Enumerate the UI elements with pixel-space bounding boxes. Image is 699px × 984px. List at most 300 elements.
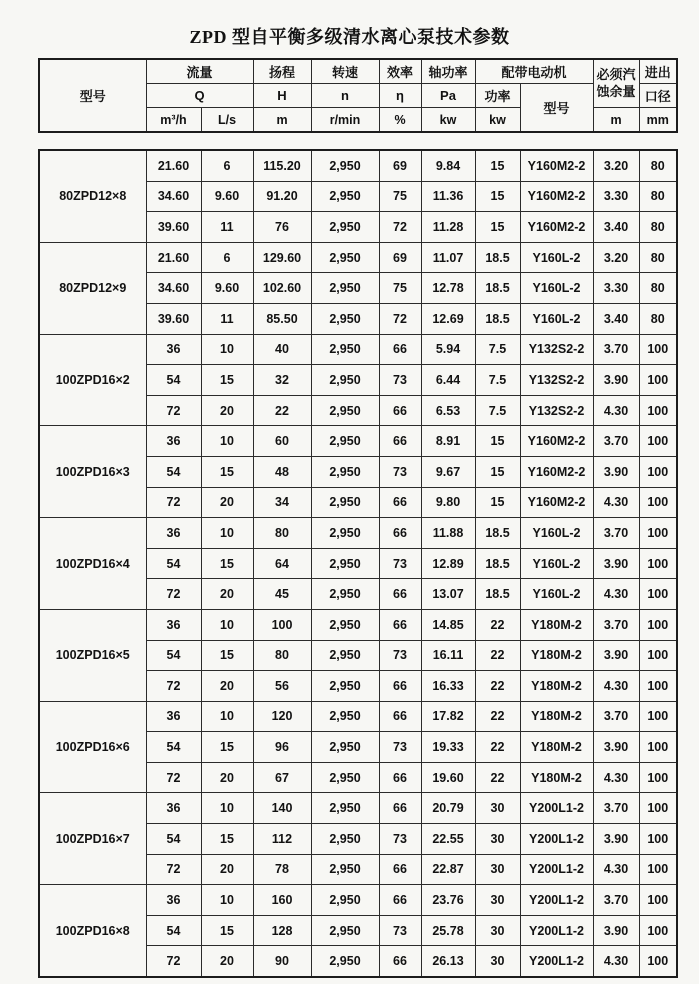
spec-value-cell: 2,950 [311,793,379,824]
spec-value-cell: 9.84 [421,150,475,181]
spec-value-cell: 20 [201,671,253,702]
spec-value-cell: 34.60 [146,273,201,304]
efficiency-symbol: η [379,84,421,108]
spec-value-cell: 80 [639,242,677,273]
spec-value-cell: 2,950 [311,579,379,610]
spec-value-cell: 3.90 [593,640,639,671]
spec-value-cell: 72 [146,487,201,518]
spec-value-cell: 3.40 [593,212,639,243]
spec-value-cell: 100 [639,854,677,885]
spec-value-cell: 73 [379,640,421,671]
spec-value-cell: 10 [201,701,253,732]
spec-value-cell: 90 [253,946,311,977]
spec-row [39,334,677,365]
spec-value-cell: Y132S2-2 [520,334,593,365]
spec-value-cell: 15 [201,548,253,579]
spec-value-cell: 100 [253,609,311,640]
pump-model-cell: 80ZPD12×8 [39,150,146,242]
spec-value-cell: 73 [379,915,421,946]
spec-value-cell: 100 [639,579,677,610]
spec-value-cell: 73 [379,456,421,487]
spec-value-cell: 3.20 [593,242,639,273]
pump-model-cell: 100ZPD16×2 [39,334,146,426]
spec-value-cell: 66 [379,701,421,732]
spec-value-cell: 54 [146,548,201,579]
spec-value-cell: 80 [253,640,311,671]
spec-value-cell: 72 [146,579,201,610]
spec-value-cell: 2,950 [311,487,379,518]
spec-value-cell: 140 [253,793,311,824]
spec-value-cell: 3.90 [593,732,639,763]
spec-value-cell: 2,950 [311,640,379,671]
spec-value-cell: Y180M-2 [520,732,593,763]
spec-value-cell: Y132S2-2 [520,395,593,426]
spec-value-cell: 36 [146,885,201,916]
spec-value-cell: 2,950 [311,762,379,793]
spec-value-cell: 12.89 [421,548,475,579]
spec-value-cell: 22 [475,609,520,640]
spec-value-cell: 13.07 [421,579,475,610]
spec-value-cell: 66 [379,579,421,610]
spec-value-cell: 2,950 [311,426,379,457]
spec-value-cell: 15 [475,456,520,487]
spec-value-cell: 66 [379,487,421,518]
motor-model-header: 型号 [520,84,593,133]
page-title: ZPD 型自平衡多级清水离心泵技术参数 [189,27,510,47]
col-flow-header: 流量 [146,59,253,84]
spec-value-cell: 73 [379,732,421,763]
spec-value-cell: 2,950 [311,732,379,763]
spec-value-cell: 2,950 [311,548,379,579]
spec-value-cell: 2,950 [311,456,379,487]
spec-value-cell: 54 [146,824,201,855]
spec-value-cell: 100 [639,671,677,702]
spec-value-cell: 19.33 [421,732,475,763]
spec-value-cell: 17.82 [421,701,475,732]
spec-value-cell: 4.30 [593,762,639,793]
spec-value-cell: Y200L1-2 [520,824,593,855]
spec-value-cell: 10 [201,518,253,549]
spec-value-cell: 16.33 [421,671,475,702]
shaft-power-unit: kw [421,108,475,133]
spec-value-cell: Y180M-2 [520,671,593,702]
spec-value-cell: 100 [639,701,677,732]
spec-value-cell: 2,950 [311,518,379,549]
spec-value-cell: 20.79 [421,793,475,824]
spec-value-cell: 75 [379,181,421,212]
spec-value-cell: 3.30 [593,273,639,304]
spec-value-cell: 4.30 [593,946,639,977]
spec-value-cell: 12.69 [421,303,475,334]
spec-row [39,793,677,824]
pump-model-cell: 100ZPD16×3 [39,426,146,518]
spec-value-cell: Y200L1-2 [520,915,593,946]
spec-row [39,885,677,916]
spec-value-cell: Y200L1-2 [520,793,593,824]
spec-value-cell: 128 [253,915,311,946]
spec-value-cell: 4.30 [593,579,639,610]
efficiency-unit: % [379,108,421,133]
spec-value-cell: 72 [146,854,201,885]
spec-value-cell: 36 [146,426,201,457]
spec-value-cell: 75 [379,273,421,304]
spec-value-cell: 15 [475,150,520,181]
spec-value-cell: 4.30 [593,395,639,426]
spec-row [39,242,677,273]
spec-value-cell: 54 [146,456,201,487]
spec-value-cell: 36 [146,518,201,549]
spec-value-cell: 80 [253,518,311,549]
spec-value-cell: Y180M-2 [520,640,593,671]
spec-value-cell: 11.28 [421,212,475,243]
spec-value-cell: Y132S2-2 [520,365,593,396]
spec-value-cell: 100 [639,732,677,763]
spec-value-cell: 16.11 [421,640,475,671]
spec-value-cell: 100 [639,334,677,365]
spec-value-cell: 100 [639,793,677,824]
spec-value-cell: 36 [146,334,201,365]
spec-value-cell: 8.91 [421,426,475,457]
spec-value-cell: 100 [639,395,677,426]
spec-value-cell: 39.60 [146,303,201,334]
spec-value-cell: 2,950 [311,150,379,181]
spec-value-cell: Y180M-2 [520,762,593,793]
spec-value-cell: 10 [201,885,253,916]
spec-value-cell: 100 [639,640,677,671]
spec-value-cell: 32 [253,365,311,396]
spec-value-cell: 22.87 [421,854,475,885]
spec-value-cell: 30 [475,915,520,946]
spec-value-cell: 11 [201,303,253,334]
spec-value-cell: 2,950 [311,915,379,946]
header-row-1 [39,59,677,84]
spec-value-cell: 2,950 [311,824,379,855]
data-table [38,149,678,978]
col-speed-header: 转速 [311,59,379,84]
spec-value-cell: 100 [639,824,677,855]
spec-value-cell: 54 [146,915,201,946]
spec-value-cell: 100 [639,885,677,916]
spec-value-cell: 3.90 [593,456,639,487]
spec-value-cell: 66 [379,671,421,702]
spec-value-cell: 9.80 [421,487,475,518]
spec-value-cell: 18.5 [475,273,520,304]
spec-value-cell: 100 [639,762,677,793]
flow-unit-ls: L/s [201,108,253,133]
spec-value-cell: 20 [201,395,253,426]
spec-value-cell: 66 [379,946,421,977]
spec-value-cell: 6 [201,150,253,181]
spec-value-cell: 100 [639,518,677,549]
spec-value-cell: 6.44 [421,365,475,396]
spec-value-cell: 10 [201,609,253,640]
col-head-header: 扬程 [253,59,311,84]
spec-value-cell: 36 [146,701,201,732]
col-motor-group-header: 配带电动机 [475,59,593,84]
spec-value-cell: 45 [253,579,311,610]
spec-value-cell: 15 [201,640,253,671]
spec-value-cell: 22 [253,395,311,426]
port-unit: mm [639,108,677,133]
npsh-label-line2: 蚀余量 [596,83,636,99]
spec-value-cell: 129.60 [253,242,311,273]
spec-value-cell: 2,950 [311,395,379,426]
spec-value-cell: 54 [146,732,201,763]
spec-value-cell: Y160M2-2 [520,212,593,243]
spec-value-cell: 18.5 [475,518,520,549]
spec-value-cell: 112 [253,824,311,855]
col-npsh-header [593,59,639,108]
spec-value-cell: 22 [475,762,520,793]
spec-value-cell: 4.30 [593,854,639,885]
pump-model-cell: 100ZPD16×4 [39,518,146,610]
spec-value-cell: 69 [379,242,421,273]
speed-unit: r/min [311,108,379,133]
spec-value-cell: 30 [475,946,520,977]
spec-value-cell: 9.67 [421,456,475,487]
spec-value-cell: 9.60 [201,181,253,212]
spec-value-cell: 66 [379,885,421,916]
spec-value-cell: 22 [475,732,520,763]
spec-value-cell: 3.70 [593,334,639,365]
spec-value-cell: 2,950 [311,671,379,702]
spec-value-cell: Y200L1-2 [520,885,593,916]
spec-value-cell: 66 [379,395,421,426]
spec-value-cell: 18.5 [475,548,520,579]
spec-value-cell: Y160L-2 [520,303,593,334]
spec-value-cell: 100 [639,365,677,396]
spec-value-cell: 2,950 [311,365,379,396]
spec-value-cell: 14.85 [421,609,475,640]
spec-value-cell: 21.60 [146,150,201,181]
spec-value-cell: 2,950 [311,701,379,732]
spec-value-cell: Y160M2-2 [520,426,593,457]
spec-value-cell: 73 [379,365,421,396]
spec-value-cell: 66 [379,609,421,640]
spec-value-cell: 25.78 [421,915,475,946]
npsh-unit: m [593,108,639,133]
shaft-power-symbol: Pa [421,84,475,108]
spec-value-cell: 56 [253,671,311,702]
spec-value-cell: 30 [475,824,520,855]
spec-value-cell: 15 [201,824,253,855]
spec-value-cell: 72 [379,303,421,334]
spec-value-cell: Y160L-2 [520,579,593,610]
spec-value-cell: 80 [639,212,677,243]
spec-value-cell: 2,950 [311,242,379,273]
spec-value-cell: 3.70 [593,518,639,549]
spec-value-cell: 73 [379,548,421,579]
spec-value-cell: Y160L-2 [520,548,593,579]
spec-value-cell: 7.5 [475,395,520,426]
spec-value-cell: 72 [146,946,201,977]
spec-value-cell: 100 [639,548,677,579]
flow-symbol: Q [146,84,253,108]
spec-value-cell: 72 [146,671,201,702]
spec-value-cell: 18.5 [475,579,520,610]
pump-model-cell: 100ZPD16×7 [39,793,146,885]
spec-value-cell: 23.76 [421,885,475,916]
spec-value-cell: 20 [201,854,253,885]
motor-power-header: 功率 [475,84,520,108]
head-unit: m [253,108,311,133]
spec-value-cell: 15 [201,456,253,487]
spec-value-cell: 100 [639,915,677,946]
spec-value-cell: 18.5 [475,303,520,334]
spec-value-cell: 67 [253,762,311,793]
spec-value-cell: 3.90 [593,824,639,855]
spec-value-cell: 36 [146,793,201,824]
spec-value-cell: 4.30 [593,671,639,702]
spec-value-cell: Y200L1-2 [520,854,593,885]
pump-model-cell: 100ZPD16×6 [39,701,146,793]
spec-value-cell: 69 [379,150,421,181]
spec-value-cell: 34 [253,487,311,518]
spec-value-cell: 5.94 [421,334,475,365]
spec-value-cell: Y160L-2 [520,273,593,304]
spec-value-cell: 100 [639,456,677,487]
spec-value-cell: 96 [253,732,311,763]
spec-value-cell: 3.70 [593,426,639,457]
spec-value-cell: 2,950 [311,885,379,916]
spec-value-cell: 76 [253,212,311,243]
spec-value-cell: 20 [201,579,253,610]
spec-value-cell: 12.78 [421,273,475,304]
spec-value-cell: 66 [379,854,421,885]
spec-value-cell: 20 [201,487,253,518]
spec-value-cell: 15 [475,487,520,518]
spec-value-cell: 160 [253,885,311,916]
spec-value-cell: 2,950 [311,334,379,365]
spec-row [39,150,677,181]
pump-model-cell: 100ZPD16×8 [39,885,146,977]
spec-value-cell: 3.70 [593,701,639,732]
spec-value-cell: 54 [146,640,201,671]
spec-row [39,701,677,732]
spec-value-cell: 22 [475,671,520,702]
spec-value-cell: 30 [475,885,520,916]
spec-value-cell: 60 [253,426,311,457]
spec-value-cell: 26.13 [421,946,475,977]
spec-value-cell: 9.60 [201,273,253,304]
spec-value-cell: 21.60 [146,242,201,273]
spec-value-cell: 22 [475,701,520,732]
spec-value-cell: Y160M2-2 [520,456,593,487]
spec-value-cell: Y180M-2 [520,701,593,732]
col-port-header-line1: 进出 [639,59,677,84]
spec-value-cell: 3.70 [593,609,639,640]
spec-value-cell: 3.30 [593,181,639,212]
col-shaft-power-header: 轴功率 [421,59,475,84]
spec-value-cell: 11.07 [421,242,475,273]
head-symbol: H [253,84,311,108]
spec-value-cell: 2,950 [311,273,379,304]
spec-value-cell: 66 [379,518,421,549]
spec-value-cell: 2,950 [311,946,379,977]
spec-value-cell: 80 [639,150,677,181]
spec-value-cell: 100 [639,609,677,640]
spec-value-cell: 7.5 [475,365,520,396]
spec-value-cell: Y200L1-2 [520,946,593,977]
spec-value-cell: 3.70 [593,793,639,824]
spec-value-cell: 10 [201,793,253,824]
spec-row [39,518,677,549]
spec-value-cell: 72 [146,762,201,793]
spec-value-cell: 80 [639,273,677,304]
spec-value-cell: 39.60 [146,212,201,243]
col-port-header-line2: 口径 [639,84,677,108]
spec-value-cell: 11 [201,212,253,243]
spec-value-cell: 85.50 [253,303,311,334]
spec-value-cell: 3.90 [593,548,639,579]
spec-value-cell: 48 [253,456,311,487]
spec-value-cell: 20 [201,762,253,793]
spec-value-cell: Y160M2-2 [520,150,593,181]
spec-row [39,426,677,457]
pump-model-cell: 80ZPD12×9 [39,242,146,334]
spec-value-cell: 3.90 [593,915,639,946]
spec-row [39,609,677,640]
spec-value-cell: 54 [146,365,201,396]
spec-value-cell: 3.20 [593,150,639,181]
spec-value-cell: 66 [379,334,421,365]
spec-value-cell: 102.60 [253,273,311,304]
spec-value-cell: Y160M2-2 [520,181,593,212]
col-model-header: 型号 [39,59,146,132]
spec-value-cell: 4.30 [593,487,639,518]
spec-value-cell: 2,950 [311,181,379,212]
spec-value-cell: 6 [201,242,253,273]
spec-value-cell: 20 [201,946,253,977]
spec-value-cell: 66 [379,793,421,824]
spec-value-cell: 3.40 [593,303,639,334]
motor-power-unit: kw [475,108,520,133]
header-table [38,58,678,133]
spec-value-cell: 100 [639,487,677,518]
spec-value-cell: 115.20 [253,150,311,181]
spec-value-cell: Y160L-2 [520,242,593,273]
spec-value-cell: 100 [639,946,677,977]
spec-value-cell: 15 [201,732,253,763]
npsh-label-line1: 必须汽 [596,67,636,83]
spec-value-cell: 18.5 [475,242,520,273]
spec-value-cell: 73 [379,824,421,855]
spec-value-cell: 15 [475,426,520,457]
spec-value-cell: 7.5 [475,334,520,365]
spec-value-cell: 100 [639,426,677,457]
spec-value-cell: 78 [253,854,311,885]
spec-value-cell: 80 [639,303,677,334]
spec-value-cell: 30 [475,793,520,824]
spec-value-cell: 2,950 [311,212,379,243]
spec-value-cell: 64 [253,548,311,579]
spec-value-cell: 80 [639,181,677,212]
col-efficiency-header: 效率 [379,59,421,84]
spec-value-cell: Y160M2-2 [520,487,593,518]
spec-value-cell: 2,950 [311,609,379,640]
spec-value-cell: 91.20 [253,181,311,212]
spec-value-cell: 40 [253,334,311,365]
speed-symbol: n [311,84,379,108]
spec-value-cell: 2,950 [311,854,379,885]
spec-value-cell: Y180M-2 [520,609,593,640]
spec-value-cell: 72 [379,212,421,243]
spec-value-cell: 36 [146,609,201,640]
spec-value-cell: 34.60 [146,181,201,212]
spec-value-cell: 11.88 [421,518,475,549]
spec-value-cell: 15 [201,915,253,946]
spec-value-cell: 15 [475,212,520,243]
